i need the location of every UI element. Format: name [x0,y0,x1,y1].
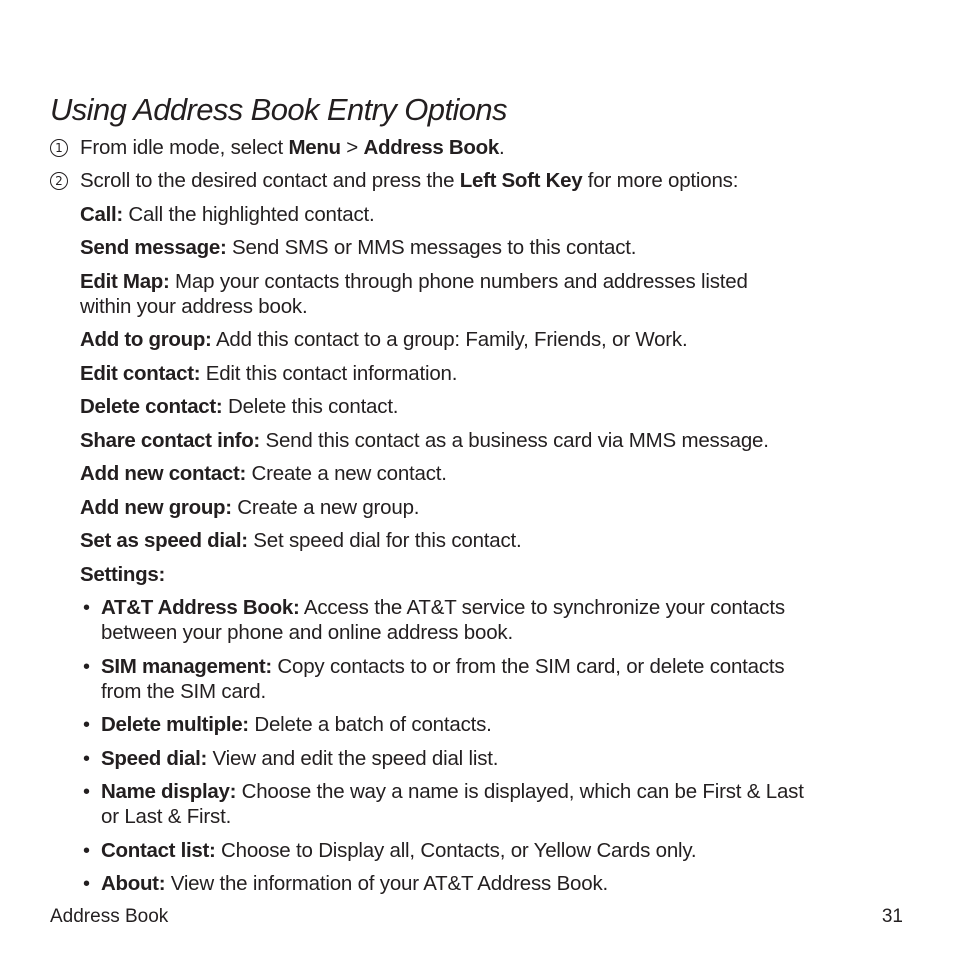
settings-delete-multiple [101,713,492,737]
step-number-2: 2 [50,172,68,190]
step-1-suffix: . [498,136,505,159]
bullet: • [83,873,91,895]
setting-description: Copy contacts to or from the SIM card, or delete contacts [271,655,785,678]
settings-name-display [101,780,804,804]
option-label: Add to group: [80,328,212,351]
option-description: Create a new group. [231,496,420,519]
settings-about [101,872,608,896]
option-share-contact-info [80,429,769,453]
option-description: Create a new contact. [246,462,447,485]
step-2-text [80,169,738,193]
page-title: Using Address Book Entry Options [50,92,507,127]
option-description: Map your contacts through phone numbers and addresses listed [169,270,748,293]
bullet: • [83,714,91,736]
option-edit-map [80,270,748,294]
step-1-prefix: From idle mode, select [80,136,289,159]
option-label: Call: [80,203,123,226]
option-delete-contact [80,395,398,419]
option-label: Add new group: [80,496,232,519]
setting-description: Delete a batch of contacts. [248,713,492,736]
option-description: Call the highlighted contact. [122,203,375,226]
option-add-to-group [80,328,687,352]
settings-name-display-continued: or Last & First. [101,805,232,828]
option-description: Set speed dial for this contact. [247,529,522,552]
step-1-separator: > [340,136,364,159]
setting-label: Delete multiple: [101,713,249,736]
settings-sim-management-continued: from the SIM card. [101,680,267,703]
option-label: Send message: [80,236,227,259]
setting-label: AT&T Address Book: [101,596,300,619]
option-description: Add this contact to a group: Family, Friends, or Work. [211,328,688,351]
option-label: Share contact info: [80,429,260,452]
option-description: Send this contact as a business card via MMS message. [259,429,769,452]
footer-section-name: Address Book [50,906,169,927]
option-add-new-group [80,496,419,520]
bullet: • [83,656,91,678]
settings-contact-list [101,839,696,863]
step-number-1: 1 [50,139,68,157]
setting-description: Choose the way a name is displayed, which can be First & Last [236,780,804,803]
settings-att-address-book [101,596,785,620]
option-edit-map-continued: within your address book. [80,295,308,318]
step-1-text [80,136,504,160]
settings-speed-dial [101,747,498,771]
option-description: Edit this contact information. [200,362,458,385]
setting-description: View and edit the speed dial list. [207,747,499,770]
setting-description: Choose to Display all, Contacts, or Yellow Cards only. [215,839,697,862]
option-send-message [80,236,636,260]
footer-page-number: 31 [881,906,903,927]
option-edit-contact [80,362,457,386]
option-description: Send SMS or MMS messages to this contact. [226,236,637,259]
bullet: • [83,840,91,862]
step-2-prefix: Scroll to the desired contact and press the [80,169,460,192]
settings-att-address-book-continued: between your phone and online address book. [101,621,513,644]
settings-sim-management [101,655,784,679]
option-call [80,203,375,227]
option-label: Set as speed dial: [80,529,248,552]
bullet: • [83,748,91,770]
setting-label: Contact list: [101,839,216,862]
bullet: • [83,597,91,619]
bullet: • [83,781,91,803]
setting-label: Name display: [101,780,237,803]
step-2-suffix: for more options: [582,169,739,192]
setting-description: View the information of your AT&T Address Book. [165,872,609,895]
setting-label: Speed dial: [101,747,208,770]
address-book-label: Address Book [363,136,499,159]
setting-description: Access the AT&T service to synchronize your contacts [299,596,785,619]
option-label: Edit contact: [80,362,201,385]
option-description: Delete this contact. [222,395,399,418]
setting-label: SIM management: [101,655,272,678]
option-label: Add new contact: [80,462,247,485]
option-label: Settings: [80,563,165,586]
option-set-as-speed-dial [80,529,522,553]
option-label: Delete contact: [80,395,223,418]
left-soft-key-label: Left Soft Key [459,169,583,192]
option-add-new-contact [80,462,447,486]
option-settings [80,563,165,587]
menu-label: Menu [288,136,341,159]
option-label: Edit Map: [80,270,170,293]
setting-label: About: [101,872,166,895]
